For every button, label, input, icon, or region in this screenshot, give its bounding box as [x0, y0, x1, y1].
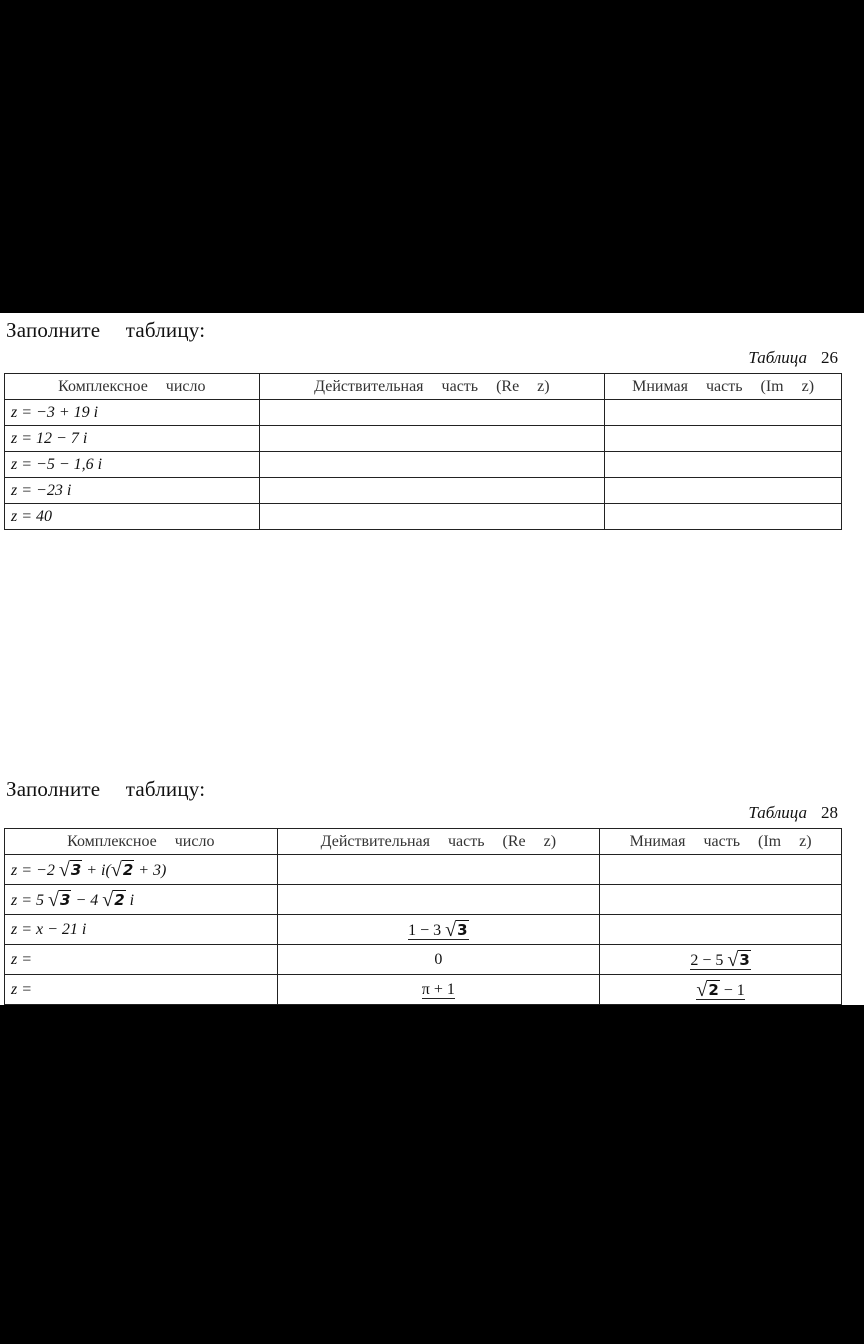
complex-number-cell: z = −5 − 1,6 i	[5, 452, 260, 478]
real-part-cell[interactable]	[259, 426, 605, 452]
table-row	[5, 945, 842, 975]
header-complex: Комплексное число	[5, 374, 260, 400]
complex-number-cell: z = 5 √3 − 4 √2 i	[5, 885, 278, 915]
real-part-cell[interactable]	[277, 885, 600, 915]
square-root: √3	[48, 888, 71, 911]
square-root: √3	[58, 858, 82, 881]
complex-number-cell: z = x − 21 i	[5, 915, 278, 945]
square-root: √2	[102, 888, 125, 911]
complex-number-cell: z = −23 i	[5, 478, 260, 504]
real-part-cell[interactable]	[259, 400, 605, 426]
task1-table	[4, 373, 842, 530]
table-row	[5, 855, 842, 885]
table-row	[5, 478, 842, 504]
table-row	[5, 400, 842, 426]
task1-instruction: Заполните таблицу:	[6, 318, 206, 342]
task2-caption-word: Таблица	[748, 803, 807, 822]
task2-caption	[748, 803, 838, 823]
imag-part-cell[interactable]	[605, 504, 842, 530]
square-root: √3	[445, 918, 468, 941]
task2-caption-number: 28	[821, 803, 838, 822]
real-part-cell[interactable]	[277, 915, 600, 945]
header-real-part: Действительная часть (Re z)	[277, 829, 600, 855]
complex-number-cell: z = −2 √3 + i(√2 + 3)	[5, 855, 278, 885]
header-imag-part: Мнимая часть (Im z)	[605, 374, 842, 400]
header-imag-part: Мнимая часть (Im z)	[600, 829, 842, 855]
imag-part-cell[interactable]	[605, 400, 842, 426]
table-row	[5, 915, 842, 945]
header-complex: Комплексное число	[5, 829, 278, 855]
table-row	[5, 504, 842, 530]
task1-caption-number: 26	[821, 348, 838, 367]
real-part-value: π + 1	[421, 980, 455, 998]
complex-number-cell: z =	[5, 975, 278, 1005]
imag-part-cell[interactable]	[605, 426, 842, 452]
real-part-cell[interactable]	[259, 478, 605, 504]
imag-part-cell[interactable]	[600, 915, 842, 945]
imag-part-cell[interactable]	[600, 855, 842, 885]
imag-part-cell[interactable]	[605, 478, 842, 504]
complex-number-cell: z =	[5, 945, 278, 975]
imag-part-cell[interactable]	[600, 945, 842, 975]
task1-caption-word: Таблица	[748, 348, 807, 367]
imag-part-value: √2 − 1	[696, 978, 745, 1001]
table-row	[5, 426, 842, 452]
table-row	[5, 885, 842, 915]
complex-number-cell: z = 40	[5, 504, 260, 530]
real-part-value: 1 − 3 √3	[408, 918, 468, 941]
task1-caption	[748, 348, 838, 368]
worksheet-page	[0, 313, 864, 1005]
square-root: √2	[110, 858, 134, 881]
real-part-cell[interactable]	[259, 504, 605, 530]
imag-part-cell[interactable]	[600, 885, 842, 915]
complex-number-cell: z = 12 − 7 i	[5, 426, 260, 452]
square-root: √3	[727, 948, 750, 971]
real-part-cell[interactable]	[277, 975, 600, 1005]
table-header-row	[5, 829, 842, 855]
real-part-cell[interactable]: 0	[277, 945, 600, 975]
table-row	[5, 452, 842, 478]
imag-part-value: 2 − 5 √3	[690, 948, 750, 971]
square-root: √2	[696, 978, 719, 1001]
task2-table	[4, 828, 842, 1005]
task2-instruction: Заполните таблицу:	[6, 777, 206, 801]
table-row	[5, 975, 842, 1005]
real-part-cell[interactable]	[259, 452, 605, 478]
imag-part-cell[interactable]	[600, 975, 842, 1005]
header-real-part: Действительная часть (Re z)	[259, 374, 605, 400]
imag-part-cell[interactable]	[605, 452, 842, 478]
complex-number-cell: z = −3 + 19 i	[5, 400, 260, 426]
table-header-row	[5, 374, 842, 400]
real-part-cell[interactable]	[277, 855, 600, 885]
